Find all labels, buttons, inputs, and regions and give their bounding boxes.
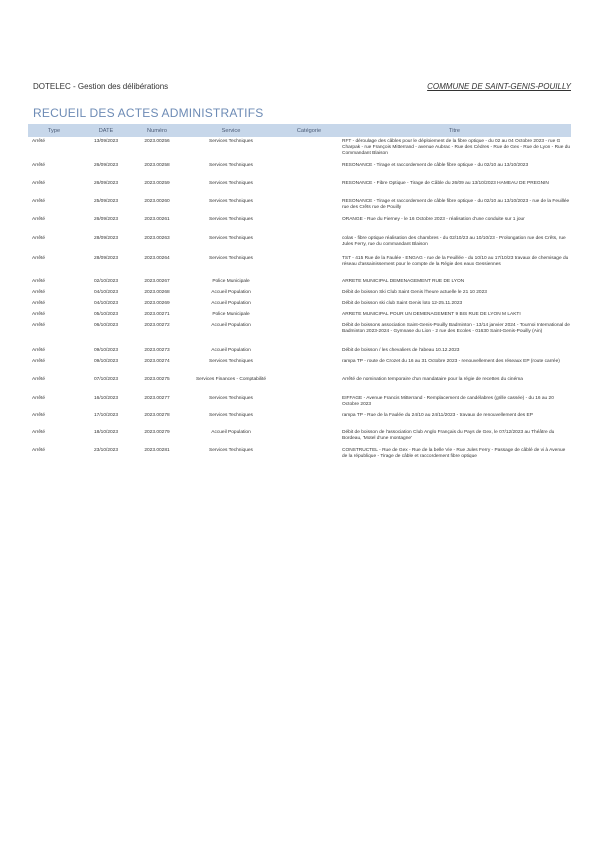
- table-row: [28, 254, 571, 277]
- col-header-categorie: Catégorie: [296, 127, 322, 134]
- cell-type: Arrêté: [32, 279, 46, 284]
- table-row: [28, 310, 571, 321]
- table-row: [28, 321, 571, 346]
- page-title: RECUEIL DES ACTES ADMINISTRATIFS: [33, 106, 264, 120]
- cell-categorie: [280, 197, 338, 199]
- cell-titre: RESONANCE - Tirage et raccordement de câble fibre optique - du 02/10 au 13/10/2023: [342, 163, 529, 168]
- cell-categorie: [280, 215, 338, 217]
- cell-date: 09/10/2023: [93, 348, 118, 353]
- cell-numero: 2023.00264: [144, 256, 170, 261]
- cell-date: 28/09/2023: [93, 236, 118, 241]
- cell-service: Services Techniques: [209, 236, 253, 241]
- cell-titre: Débit de boisson / les chevaliers de l'abeau 10.12.2023: [342, 348, 460, 353]
- cell-numero: 2023.00279: [144, 430, 170, 435]
- acts-table: [28, 124, 571, 464]
- table-row: [28, 357, 571, 375]
- table-row: [28, 394, 571, 411]
- cell-date: 13/09/2023: [93, 139, 118, 144]
- cell-titre: EIFFAGE - Avenue Francis Mitterrand - Remplacement de candélabres (grille cassée) - du 16 au 20 Octobre 2023: [342, 396, 554, 407]
- cell-service: Services Techniques: [209, 199, 253, 204]
- cell-categorie: [280, 254, 338, 256]
- cell-titre: CONSTRUCTEL - Rue de Gex - Rue de la belle Vie - Rue Jules Ferry - Passage de câblé de vi à Avenue de la république - Tirage de câble et raccordement fibre optique: [342, 448, 566, 459]
- cell-type: Arrêté: [32, 290, 46, 295]
- cell-numero: 2023.00274: [144, 359, 170, 364]
- cell-titre: Débit de boisson de l'association Club Anglo Français du Pays de Gex, le 07/12/2023 au Théâtre du Bordeau, 'Motel d'une montagne': [342, 430, 555, 441]
- cell-categorie: [280, 179, 338, 181]
- cell-service: Services Techniques: [209, 256, 253, 261]
- cell-service: Services Techniques: [209, 448, 253, 453]
- cell-type: Arrêté: [32, 323, 46, 328]
- cell-date: 26/09/2023: [93, 163, 118, 168]
- cell-service: Accueil Population: [211, 348, 251, 353]
- cell-numero: 2023.00273: [144, 348, 170, 353]
- cell-numero: 2023.00259: [144, 181, 170, 186]
- cell-date: 09/10/2023: [93, 359, 118, 364]
- cell-titre: ORANGE - Rue du Fierney - le 16 Octobre 2023 - réalisation d'une conduite sur 1 jour: [342, 217, 525, 222]
- cell-categorie: [280, 310, 338, 312]
- cell-categorie: [280, 277, 338, 279]
- cell-numero: 2023.00278: [144, 413, 170, 418]
- cell-titre: RESONANCE - Tirage et raccordement de câble fibre optique - du 02/10 au 13/10/2023 - rue de la Feuillée rue des Crêts rue de Pouilly: [342, 199, 570, 210]
- cell-numero: 2023.00261: [144, 217, 170, 222]
- cell-date: 04/10/2023: [93, 301, 118, 306]
- cell-date: 25/09/2023: [93, 199, 118, 204]
- cell-service: Accueil Population: [211, 323, 251, 328]
- cell-type: Arrêté: [32, 312, 46, 317]
- table-row: [28, 411, 571, 428]
- cell-service: Police Municipale: [212, 279, 250, 284]
- cell-titre: RESONANCE - Fibre Optique - Tirage de Câble du 26/09 au 13/10/2023 HAMEAU DE PREGNIN: [342, 181, 549, 186]
- cell-categorie: [280, 321, 338, 323]
- table-body: [28, 137, 571, 464]
- cell-type: Arrêté: [32, 236, 46, 241]
- table-row: [28, 277, 571, 288]
- cell-numero: 2023.00263: [144, 236, 170, 241]
- cell-numero: 2023.00256: [144, 139, 170, 144]
- cell-numero: 2023.00275: [144, 377, 170, 382]
- cell-service: Services Techniques: [209, 217, 253, 222]
- cell-categorie: [280, 137, 338, 139]
- cell-date: 17/10/2023: [93, 413, 118, 418]
- cell-titre: rampa TP - Rue de la Faulée du 24/10 au 24/11/2023 - travaux de renouvellement des EP: [342, 413, 533, 418]
- cell-date: 04/10/2023: [93, 290, 118, 295]
- table-row: [28, 375, 571, 394]
- cell-categorie: [280, 161, 338, 163]
- col-header-service: Service: [221, 127, 241, 134]
- cell-categorie: [280, 234, 338, 236]
- cell-service: Services Finances - Comptabilité: [195, 377, 267, 382]
- cell-date: 07/10/2023: [93, 377, 118, 382]
- cell-type: Arrêté: [32, 413, 46, 418]
- cell-type: Arrêté: [32, 199, 46, 204]
- table-row: [28, 288, 571, 299]
- cell-categorie: [280, 346, 338, 348]
- table-row: [28, 137, 571, 161]
- cell-categorie: [280, 428, 338, 430]
- cell-service: Services Techniques: [209, 413, 253, 418]
- cell-service: Services Techniques: [209, 396, 253, 401]
- table-row: [28, 215, 571, 234]
- cell-type: Arrêté: [32, 256, 46, 261]
- cell-type: Arrêté: [32, 348, 46, 353]
- cell-service: Police Municipale: [212, 312, 250, 317]
- table-row: [28, 161, 571, 179]
- cell-date: 05/10/2023: [93, 312, 118, 317]
- cell-categorie: [280, 299, 338, 301]
- cell-date: 18/10/2023: [93, 430, 118, 435]
- cell-titre: ARRETE MUNICIPAL DEMENAGEMENT RUE DE LYON: [342, 279, 465, 284]
- cell-titre: Débit de boisson ski club Saint Genis loto 12-25.11.2023: [342, 301, 463, 306]
- cell-numero: 2023.00268: [144, 290, 170, 295]
- cell-numero: 2023.00272: [144, 323, 170, 328]
- cell-categorie: [280, 375, 338, 377]
- col-header-titre: Titre: [449, 127, 460, 134]
- cell-categorie: [280, 411, 338, 413]
- cell-service: Services Techniques: [209, 359, 253, 364]
- cell-categorie: [280, 394, 338, 396]
- cell-titre: TST - 415 Rue de la Faulée - ENGAG - rue de la Feuillée - du 10/10 au 17/10/23 travaux de chemisage du réseau d'assainissement pour le compte de la Régie des eaux Gessiennes: [342, 256, 569, 267]
- table-row: [28, 179, 571, 197]
- cell-titre: Débit de boissons association Saint-Genis-Pouilly Badminton - 13/14 janvier 2024 - Tournoi International de Badminton 2023-2024 - Gymnase du Lion - 2 rue des Ecoles - 01630 Saint-Genis-Pouilly (Ain): [342, 323, 570, 334]
- cell-service: Accueil Population: [211, 301, 251, 306]
- col-header-numero: Numéro: [147, 127, 167, 134]
- col-header-type: Type: [47, 127, 61, 134]
- table-row: [28, 428, 571, 446]
- cell-categorie: [280, 357, 338, 359]
- cell-service: Accueil Population: [211, 430, 251, 435]
- table-row: [28, 346, 571, 357]
- cell-numero: 2023.00271: [144, 312, 170, 317]
- cell-date: 28/09/2023: [93, 256, 118, 261]
- cell-numero: 2023.00267: [144, 279, 170, 284]
- cell-service: Services Techniques: [209, 181, 253, 186]
- cell-type: Arrêté: [32, 217, 46, 222]
- cell-titre: ARRETE MUNICIPAL POUR UN DEMENAGEMENT 9 BIS RUE DE LYON M LAKTI: [342, 312, 521, 317]
- table-row: [28, 299, 571, 310]
- cell-type: Arrêté: [32, 448, 46, 453]
- cell-type: Arrêté: [32, 181, 46, 186]
- cell-type: Arrêté: [32, 377, 46, 382]
- col-header-date: DATE: [98, 127, 114, 134]
- cell-type: Arrêté: [32, 301, 46, 306]
- cell-date: 06/10/2023: [93, 323, 118, 328]
- cell-service: Services Techniques: [209, 139, 253, 144]
- cell-titre: colas - fibre optique réalisation des chambres - du 02/10/23 au 10/10/23 - Prolongation rue des Crêts, rue Jules Ferry, rue du commandant Blaison: [342, 236, 566, 247]
- table-row: [28, 197, 571, 215]
- commune-name: COMMUNE DE SAINT-GENIS-POUILLY: [427, 82, 571, 91]
- cell-date: 26/09/2023: [93, 181, 118, 186]
- cell-numero: 2023.00258: [144, 163, 170, 168]
- cell-date: 02/10/2023: [93, 279, 118, 284]
- table-row: [28, 446, 571, 464]
- cell-numero: 2023.00269: [144, 301, 170, 306]
- cell-categorie: [280, 446, 338, 448]
- cell-service: Accueil Population: [211, 290, 251, 295]
- cell-titre: rampa TP - route de Crozet du 16 au 31 Octobre 2023 - renouvellement des réseaux EP (route carrée): [342, 359, 560, 364]
- cell-type: Arrêté: [32, 163, 46, 168]
- cell-numero: 2023.00260: [144, 199, 170, 204]
- cell-numero: 2023.00277: [144, 396, 170, 401]
- cell-date: 23/10/2023: [93, 448, 118, 453]
- cell-titre: Débit de boisson Ski Club Saint Genis l'heure actuelle le 21 10 2023: [342, 290, 487, 295]
- cell-date: 16/10/2023: [93, 396, 118, 401]
- cell-titre: RFT - déroulage des câbles pour le déploiement de la fibre optique - du 02 au 04 Octobre 2023 - rue G Charpak - rue François Mitterrand - avenue Aubrac - Rue des Cèdres - Rue de Gex - Rue de Lyon - Rue du Commandant Blaison: [342, 139, 571, 156]
- cell-type: Arrêté: [32, 430, 46, 435]
- app-header: DOTELEC - Gestion des délibérations: [33, 82, 169, 91]
- cell-type: Arrêté: [32, 396, 46, 401]
- cell-numero: 2023.00281: [144, 448, 170, 453]
- cell-titre: Arrêté de nomination temporaire d'un mandataire pour la régie de recettes du cinéma: [342, 377, 523, 382]
- cell-date: 26/09/2023: [93, 217, 118, 222]
- table-header: [28, 124, 571, 137]
- cell-type: Arrêté: [32, 359, 46, 364]
- cell-service: Services Techniques: [209, 163, 253, 168]
- cell-categorie: [280, 288, 338, 290]
- cell-type: Arrêté: [32, 139, 46, 144]
- table-row: [28, 234, 571, 254]
